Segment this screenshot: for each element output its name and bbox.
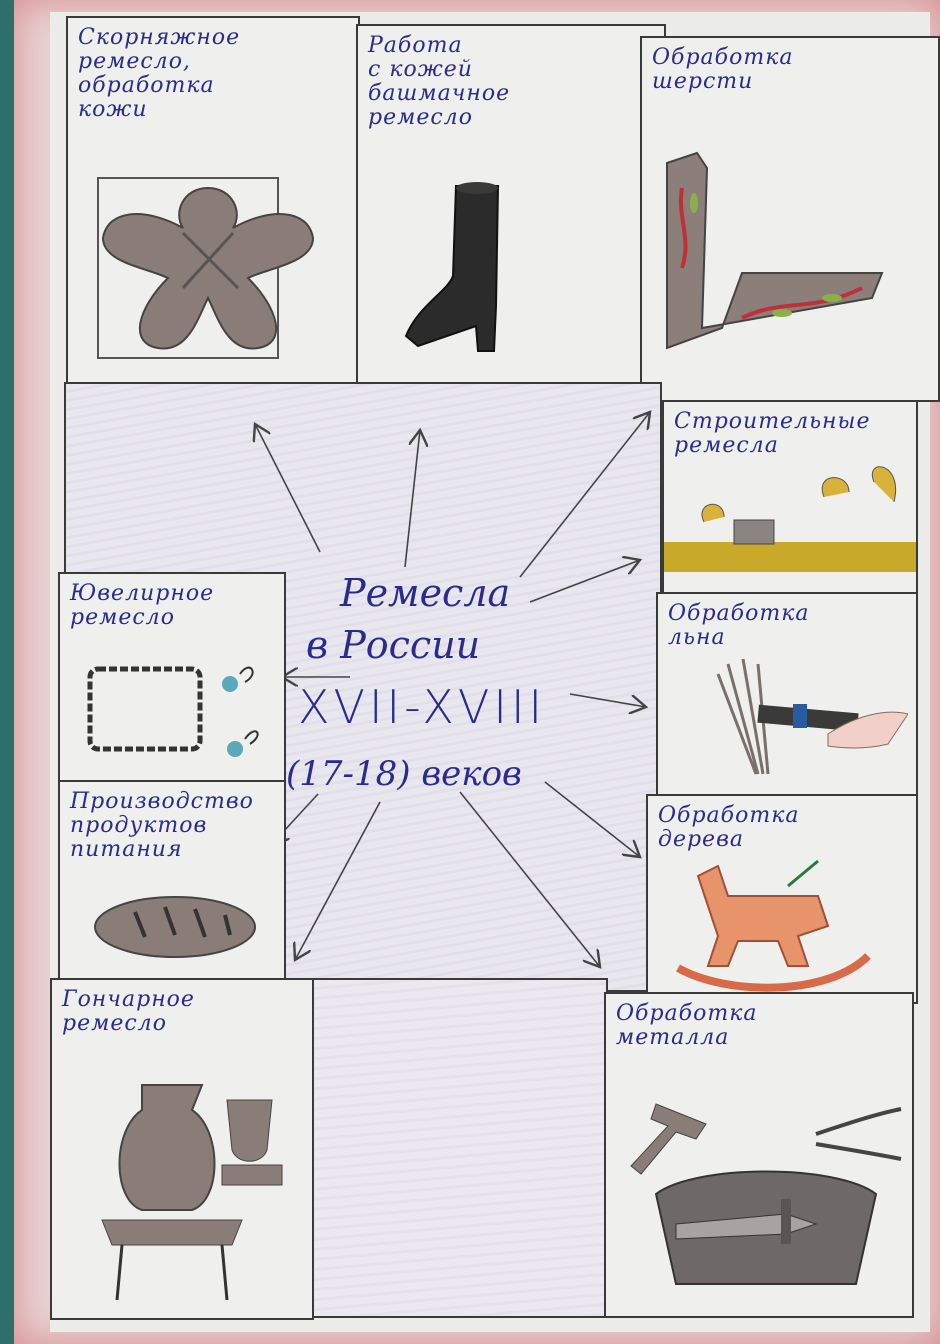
rocking-horse-drawing [668,856,908,996]
center-title-line2: в России [306,623,481,667]
label-wood: Обработка дерева [658,803,800,852]
metal-tools-drawing [616,1084,906,1314]
center-roman-centuries: XVII-XVIII [298,680,547,734]
cell-metal [604,992,914,1318]
paper-page [14,0,940,1344]
jewelry-drawing [80,654,280,784]
label-food: Производство продуктов питания [70,789,254,862]
label-wool: Обработка шерсти [652,45,794,94]
label-metal: Обработка металла [616,1001,758,1050]
cell-furrier [66,16,360,386]
boot-drawing [398,176,538,366]
center-years: (17-18) веков [286,754,522,794]
bread-drawing [90,887,270,967]
label-pottery: Гончарное ремесло [62,987,195,1036]
label-furrier: Скорняжное ремесло, обработка кожи [78,25,241,122]
label-building: Строительные ремесла [674,409,871,458]
blank-panel [312,978,608,1318]
cell-wool [640,36,940,402]
building-tools-drawing [664,462,918,592]
label-shoemaker: Работа с кожей башмачное ремесло [368,33,511,130]
cell-food [58,780,286,980]
cell-wood [646,794,918,1004]
cell-flax [656,592,918,798]
center-title-line1: Ремесла [340,571,511,615]
wool-fleece-drawing [652,148,922,368]
cell-pottery [50,978,314,1320]
label-flax: Обработка льна [668,601,810,650]
pottery-drawing [72,1070,302,1310]
cell-jewelry [58,572,286,784]
label-jewelry: Ювелирное ремесло [70,581,215,630]
fur-pelt-drawing [88,168,328,368]
cell-building [662,400,918,596]
flax-drawing [688,654,908,794]
cell-shoemaker [356,24,666,400]
drawing-sheet [50,12,930,1332]
